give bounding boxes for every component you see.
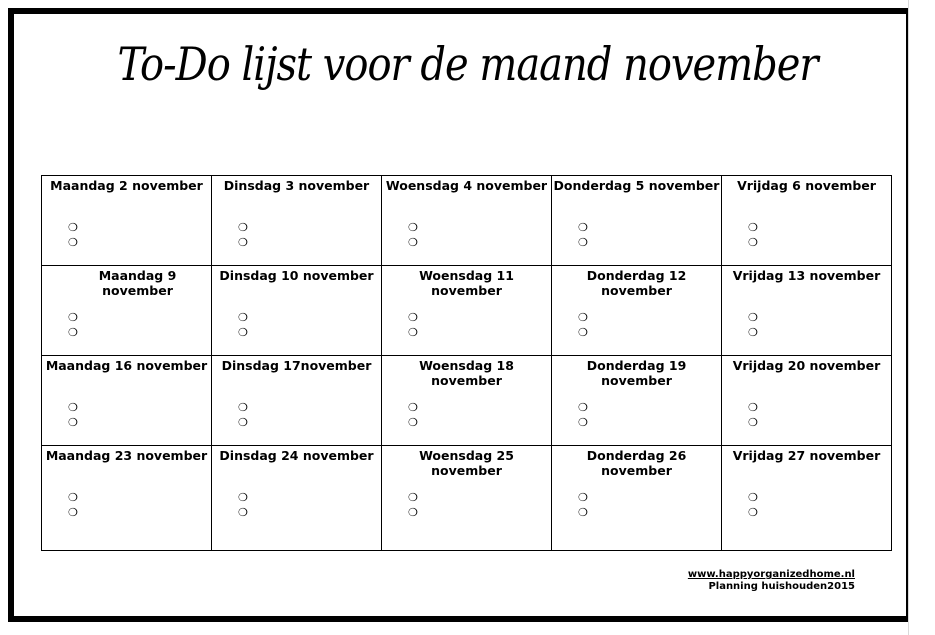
- day-cell[interactable]: [42, 266, 212, 356]
- day-label: Woensdag 11 november: [419, 268, 514, 298]
- calendar-grid: [41, 175, 892, 551]
- day-label: Dinsdag 10 november: [219, 268, 374, 283]
- todo-circle-icon[interactable]: ❍: [238, 401, 248, 414]
- day-cell[interactable]: [552, 176, 722, 266]
- todo-bullets: [748, 490, 758, 520]
- todo-circle-icon[interactable]: ❍: [578, 491, 588, 504]
- day-cell[interactable]: [722, 266, 892, 356]
- todo-bullets: [408, 490, 418, 520]
- todo-bullets: [748, 220, 758, 250]
- todo-bullets: [578, 490, 588, 520]
- todo-circle-icon[interactable]: ❍: [748, 401, 758, 414]
- day-cell[interactable]: [382, 446, 552, 551]
- footer-subtitle: Planning huishouden2015: [708, 581, 855, 592]
- day-label: Vrijdag 27 november: [732, 448, 881, 463]
- day-label: Maandag 2 november: [50, 178, 203, 193]
- page-edge: [908, 0, 935, 635]
- todo-circle-icon[interactable]: ❍: [238, 221, 248, 234]
- day-label: Vrijdag 13 november: [732, 268, 881, 283]
- day-cell[interactable]: [722, 176, 892, 266]
- todo-circle-icon[interactable]: ❍: [238, 491, 248, 504]
- todo-circle-icon[interactable]: ❍: [748, 236, 758, 249]
- todo-circle-icon[interactable]: ❍: [68, 491, 78, 504]
- day-cell[interactable]: [552, 266, 722, 356]
- todo-circle-icon[interactable]: ❍: [578, 236, 588, 249]
- page-title: To-Do lijst voor de maand november: [117, 38, 818, 92]
- day-cell[interactable]: [722, 356, 892, 446]
- todo-circle-icon[interactable]: ❍: [578, 326, 588, 339]
- todo-bullets: [578, 220, 588, 250]
- todo-circle-icon[interactable]: ❍: [408, 221, 418, 234]
- day-label: Maandag 16 november: [45, 358, 208, 373]
- day-cell[interactable]: [212, 356, 382, 446]
- week-row: [42, 356, 892, 446]
- day-label: Vrijdag 20 november: [732, 358, 881, 373]
- todo-circle-icon[interactable]: ❍: [408, 491, 418, 504]
- day-label: Dinsdag 3 november: [223, 178, 370, 193]
- todo-circle-icon[interactable]: ❍: [408, 326, 418, 339]
- todo-bullets: [238, 400, 248, 430]
- todo-circle-icon[interactable]: ❍: [748, 506, 758, 519]
- day-label: Maandag 9 november: [98, 268, 177, 298]
- todo-bullets: [68, 490, 78, 520]
- todo-bullets: [408, 310, 418, 340]
- week-row: [42, 266, 892, 356]
- todo-bullets: [578, 400, 588, 430]
- day-label: Woensdag 25 november: [419, 448, 514, 478]
- todo-circle-icon[interactable]: ❍: [578, 401, 588, 414]
- day-cell[interactable]: [722, 446, 892, 551]
- day-label: Donderdag 26 november: [586, 448, 687, 478]
- day-cell[interactable]: [212, 176, 382, 266]
- day-cell[interactable]: [42, 356, 212, 446]
- todo-circle-icon[interactable]: ❍: [238, 506, 248, 519]
- todo-circle-icon[interactable]: ❍: [748, 326, 758, 339]
- todo-circle-icon[interactable]: ❍: [238, 416, 248, 429]
- day-cell[interactable]: [382, 176, 552, 266]
- todo-circle-icon[interactable]: ❍: [68, 236, 78, 249]
- todo-circle-icon[interactable]: ❍: [238, 311, 248, 324]
- todo-bullets: [68, 310, 78, 340]
- week-row: [42, 176, 892, 266]
- day-label: Donderdag 5 november: [553, 178, 720, 193]
- todo-bullets: [748, 400, 758, 430]
- todo-circle-icon[interactable]: ❍: [68, 326, 78, 339]
- todo-circle-icon[interactable]: ❍: [408, 506, 418, 519]
- todo-circle-icon[interactable]: ❍: [578, 311, 588, 324]
- todo-bullets: [238, 220, 248, 250]
- todo-circle-icon[interactable]: ❍: [748, 221, 758, 234]
- footer-url[interactable]: www.happyorganizedhome.nl: [687, 569, 855, 580]
- todo-circle-icon[interactable]: ❍: [408, 311, 418, 324]
- todo-circle-icon[interactable]: ❍: [408, 416, 418, 429]
- day-cell[interactable]: [212, 446, 382, 551]
- todo-circle-icon[interactable]: ❍: [578, 221, 588, 234]
- todo-circle-icon[interactable]: ❍: [578, 416, 588, 429]
- todo-bullets: [578, 310, 588, 340]
- day-cell[interactable]: [42, 446, 212, 551]
- todo-circle-icon[interactable]: ❍: [748, 416, 758, 429]
- todo-bullets: [238, 490, 248, 520]
- day-label: Donderdag 12 november: [586, 268, 687, 298]
- day-label: Vrijdag 6 november: [737, 178, 876, 193]
- todo-bullets: [68, 220, 78, 250]
- todo-circle-icon[interactable]: ❍: [748, 491, 758, 504]
- day-label: Woensdag 4 november: [385, 178, 548, 193]
- todo-bullets: [238, 310, 248, 340]
- day-cell[interactable]: [552, 446, 722, 551]
- todo-circle-icon[interactable]: ❍: [238, 326, 248, 339]
- day-label: Dinsdag 24 november: [219, 448, 374, 463]
- todo-bullets: [68, 400, 78, 430]
- day-label: Dinsdag 17november: [221, 358, 372, 373]
- todo-circle-icon[interactable]: ❍: [408, 401, 418, 414]
- day-cell[interactable]: [382, 356, 552, 446]
- day-label: Woensdag 18 november: [419, 358, 514, 388]
- todo-circle-icon[interactable]: ❍: [68, 401, 78, 414]
- week-row: [42, 446, 892, 551]
- todo-bullets: [408, 220, 418, 250]
- todo-bullets: [748, 310, 758, 340]
- day-label: Donderdag 19 november: [586, 358, 687, 388]
- day-cell[interactable]: [552, 356, 722, 446]
- todo-circle-icon[interactable]: ❍: [68, 221, 78, 234]
- todo-circle-icon[interactable]: ❍: [68, 416, 78, 429]
- day-cell[interactable]: [382, 266, 552, 356]
- todo-circle-icon[interactable]: ❍: [68, 506, 78, 519]
- todo-bullets: [408, 400, 418, 430]
- todo-circle-icon[interactable]: ❍: [578, 506, 588, 519]
- todo-circle-icon[interactable]: ❍: [238, 236, 248, 249]
- todo-circle-icon[interactable]: ❍: [68, 311, 78, 324]
- day-cell[interactable]: [42, 176, 212, 266]
- todo-circle-icon[interactable]: ❍: [748, 311, 758, 324]
- footer: [688, 569, 855, 593]
- todo-circle-icon[interactable]: ❍: [408, 236, 418, 249]
- day-label: Maandag 23 november: [45, 448, 208, 463]
- day-cell[interactable]: [212, 266, 382, 356]
